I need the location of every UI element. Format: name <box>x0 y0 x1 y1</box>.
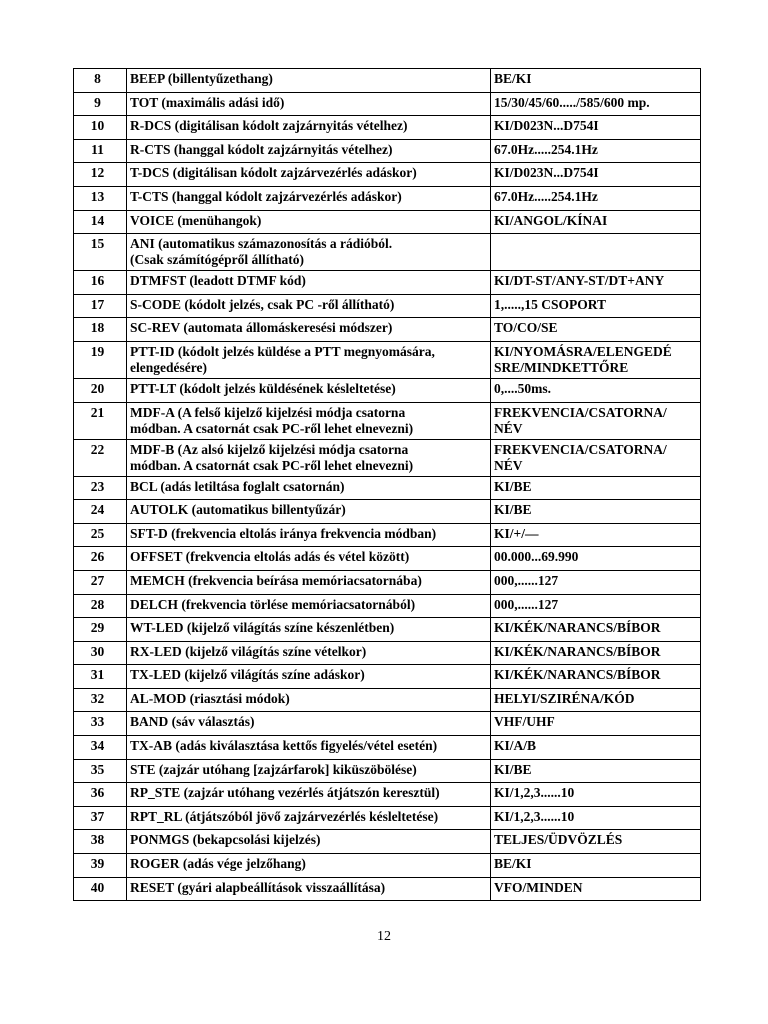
row-number-cell: 20 <box>74 378 127 402</box>
row-number-cell: 26 <box>74 547 127 571</box>
setting-name-cell: PONMGS (bekapcsolási kijelzés) <box>127 830 491 854</box>
setting-value-cell: KI/BE <box>491 500 701 524</box>
settings-table <box>73 68 701 901</box>
table-row <box>74 318 701 342</box>
row-number-cell: 28 <box>74 594 127 618</box>
row-number-cell: 19 <box>74 341 127 378</box>
table-row <box>74 92 701 116</box>
row-number-cell: 38 <box>74 830 127 854</box>
row-number-cell: 21 <box>74 402 127 439</box>
row-number-cell: 8 <box>74 69 127 93</box>
table-row <box>74 402 701 439</box>
row-number-cell: 33 <box>74 712 127 736</box>
row-number-cell: 17 <box>74 294 127 318</box>
table-row <box>74 341 701 378</box>
table-row <box>74 736 701 760</box>
row-number-cell: 35 <box>74 759 127 783</box>
setting-value-cell: FREKVENCIA/CSATORNA/ NÉV <box>491 439 701 476</box>
setting-name-cell: BEEP (billentyűzethang) <box>127 69 491 93</box>
setting-value-cell: 1,.....,15 CSOPORT <box>491 294 701 318</box>
row-number-cell: 14 <box>74 210 127 234</box>
table-row <box>74 523 701 547</box>
setting-value-cell: 0,....50ms. <box>491 378 701 402</box>
setting-name-cell: PTT-ID (kódolt jelzés küldése a PTT megnyomására, elengedésére) <box>127 341 491 378</box>
setting-value-cell: BE/KI <box>491 854 701 878</box>
setting-value-cell: KI/KÉK/NARANCS/BÍBOR <box>491 665 701 689</box>
setting-name-cell: R-DCS (digitálisan kódolt zajzárnyitás vételhez) <box>127 116 491 140</box>
setting-name-cell: DTMFST (leadott DTMF kód) <box>127 271 491 295</box>
row-number-cell: 27 <box>74 570 127 594</box>
setting-value-cell: KI/A/B <box>491 736 701 760</box>
setting-value-cell: KI/1,2,3......10 <box>491 783 701 807</box>
row-number-cell: 18 <box>74 318 127 342</box>
table-row <box>74 618 701 642</box>
table-row <box>74 210 701 234</box>
table-row <box>74 570 701 594</box>
setting-value-cell: BE/KI <box>491 69 701 93</box>
setting-name-cell: STE (zajzár utóhang [zajzárfarok] kiküszöbölése) <box>127 759 491 783</box>
setting-name-cell: T-DCS (digitálisan kódolt zajzárvezérlés adáskor) <box>127 163 491 187</box>
table-row <box>74 476 701 500</box>
table-row <box>74 271 701 295</box>
table-row <box>74 116 701 140</box>
table-row <box>74 594 701 618</box>
table-row <box>74 294 701 318</box>
table-row <box>74 186 701 210</box>
setting-value-cell: HELYI/SZIRÉNA/KÓD <box>491 688 701 712</box>
setting-value-cell: FREKVENCIA/CSATORNA/ NÉV <box>491 402 701 439</box>
setting-value-cell: VHF/UHF <box>491 712 701 736</box>
setting-name-cell: ROGER (adás vége jelzőhang) <box>127 854 491 878</box>
setting-value-cell: KI/DT-ST/ANY-ST/DT+ANY <box>491 271 701 295</box>
row-number-cell: 25 <box>74 523 127 547</box>
row-number-cell: 23 <box>74 476 127 500</box>
row-number-cell: 22 <box>74 439 127 476</box>
setting-value-cell: TO/CO/SE <box>491 318 701 342</box>
row-number-cell: 36 <box>74 783 127 807</box>
setting-value-cell: TELJES/ÜDVÖZLÉS <box>491 830 701 854</box>
setting-name-cell: SFT-D (frekvencia eltolás iránya frekvencia módban) <box>127 523 491 547</box>
table-row <box>74 854 701 878</box>
row-number-cell: 11 <box>74 139 127 163</box>
table-row <box>74 665 701 689</box>
setting-value-cell: KI/1,2,3......10 <box>491 806 701 830</box>
page-number: 12 <box>377 929 391 944</box>
setting-name-cell: MDF-B (Az alsó kijelző kijelzési módja csatorna módban. A csatornát csak PC-ről lehet elnevezni) <box>127 439 491 476</box>
setting-name-cell: AUTOLK (automatikus billentyűzár) <box>127 500 491 524</box>
setting-value-cell: 67.0Hz.....254.1Hz <box>491 139 701 163</box>
row-number-cell: 37 <box>74 806 127 830</box>
setting-value-cell: KI/BE <box>491 476 701 500</box>
row-number-cell: 40 <box>74 877 127 901</box>
table-row <box>74 877 701 901</box>
setting-name-cell: DELCH (frekvencia törlése memóriacsatornából) <box>127 594 491 618</box>
table-row <box>74 712 701 736</box>
setting-name-cell: RPT_RL (átjátszóból jövő zajzárvezérlés késleltetése) <box>127 806 491 830</box>
table-row <box>74 234 701 271</box>
setting-name-cell: S-CODE (kódolt jelzés, csak PC -ről állítható) <box>127 294 491 318</box>
setting-value-cell: 000,......127 <box>491 570 701 594</box>
table-row <box>74 641 701 665</box>
row-number-cell: 15 <box>74 234 127 271</box>
setting-name-cell: RP_STE (zajzár utóhang vezérlés átjátszón keresztül) <box>127 783 491 807</box>
table-row <box>74 759 701 783</box>
setting-value-cell: KI/KÉK/NARANCS/BÍBOR <box>491 618 701 642</box>
table-row <box>74 547 701 571</box>
row-number-cell: 16 <box>74 271 127 295</box>
setting-name-cell: TX-AB (adás kiválasztása kettős figyelés/vétel esetén) <box>127 736 491 760</box>
setting-name-cell: RX-LED (kijelző világítás színe vételkor) <box>127 641 491 665</box>
setting-value-cell: KI/+/— <box>491 523 701 547</box>
row-number-cell: 34 <box>74 736 127 760</box>
setting-name-cell: RESET (gyári alapbeállítások visszaállítása) <box>127 877 491 901</box>
setting-value-cell <box>491 234 701 271</box>
setting-value-cell: 000,......127 <box>491 594 701 618</box>
setting-name-cell: MDF-A (A felső kijelző kijelzési módja csatorna módban. A csatornát csak PC-ről lehet elnevezni) <box>127 402 491 439</box>
setting-name-cell: TOT (maximális adási idő) <box>127 92 491 116</box>
setting-value-cell: KI/ANGOL/KÍNAI <box>491 210 701 234</box>
setting-name-cell: R-CTS (hanggal kódolt zajzárnyitás vételhez) <box>127 139 491 163</box>
row-number-cell: 39 <box>74 854 127 878</box>
setting-value-cell: VFO/MINDEN <box>491 877 701 901</box>
setting-name-cell: OFFSET (frekvencia eltolás adás és vétel között) <box>127 547 491 571</box>
setting-name-cell: AL-MOD (riasztási módok) <box>127 688 491 712</box>
setting-value-cell: KI/BE <box>491 759 701 783</box>
setting-name-cell: BAND (sáv választás) <box>127 712 491 736</box>
table-row <box>74 830 701 854</box>
setting-value-cell: KI/NYOMÁSRA/ELENGEDÉ SRE/MINDKETTŐRE <box>491 341 701 378</box>
setting-value-cell: KI/D023N...D754I <box>491 116 701 140</box>
row-number-cell: 32 <box>74 688 127 712</box>
table-row <box>74 69 701 93</box>
setting-name-cell: WT-LED (kijelző világítás színe készenlétben) <box>127 618 491 642</box>
setting-name-cell: PTT-LT (kódolt jelzés küldésének késleltetése) <box>127 378 491 402</box>
setting-name-cell: MEMCH (frekvencia beírása memóriacsatornába) <box>127 570 491 594</box>
setting-value-cell: 67.0Hz.....254.1Hz <box>491 186 701 210</box>
setting-name-cell: SC-REV (automata állomáskeresési módszer) <box>127 318 491 342</box>
setting-name-cell: ANI (automatikus számazonosítás a rádióból. (Csak számítógépről állítható) <box>127 234 491 271</box>
table-row <box>74 500 701 524</box>
setting-value-cell: KI/KÉK/NARANCS/BÍBOR <box>491 641 701 665</box>
setting-name-cell: BCL (adás letiltása foglalt csatornán) <box>127 476 491 500</box>
table-row <box>74 163 701 187</box>
table-row <box>74 439 701 476</box>
row-number-cell: 29 <box>74 618 127 642</box>
table-row <box>74 688 701 712</box>
row-number-cell: 30 <box>74 641 127 665</box>
table-row <box>74 783 701 807</box>
table-row <box>74 378 701 402</box>
table-row <box>74 806 701 830</box>
setting-name-cell: TX-LED (kijelző világítás színe adáskor) <box>127 665 491 689</box>
table-row <box>74 139 701 163</box>
setting-value-cell: 15/30/45/60...../585/600 mp. <box>491 92 701 116</box>
row-number-cell: 12 <box>74 163 127 187</box>
setting-name-cell: VOICE (menühangok) <box>127 210 491 234</box>
setting-name-cell: T-CTS (hanggal kódolt zajzárvezérlés adáskor) <box>127 186 491 210</box>
setting-value-cell: 00.000...69.990 <box>491 547 701 571</box>
settings-table-body <box>74 69 701 901</box>
row-number-cell: 9 <box>74 92 127 116</box>
row-number-cell: 10 <box>74 116 127 140</box>
row-number-cell: 31 <box>74 665 127 689</box>
row-number-cell: 13 <box>74 186 127 210</box>
row-number-cell: 24 <box>74 500 127 524</box>
setting-value-cell: KI/D023N...D754I <box>491 163 701 187</box>
